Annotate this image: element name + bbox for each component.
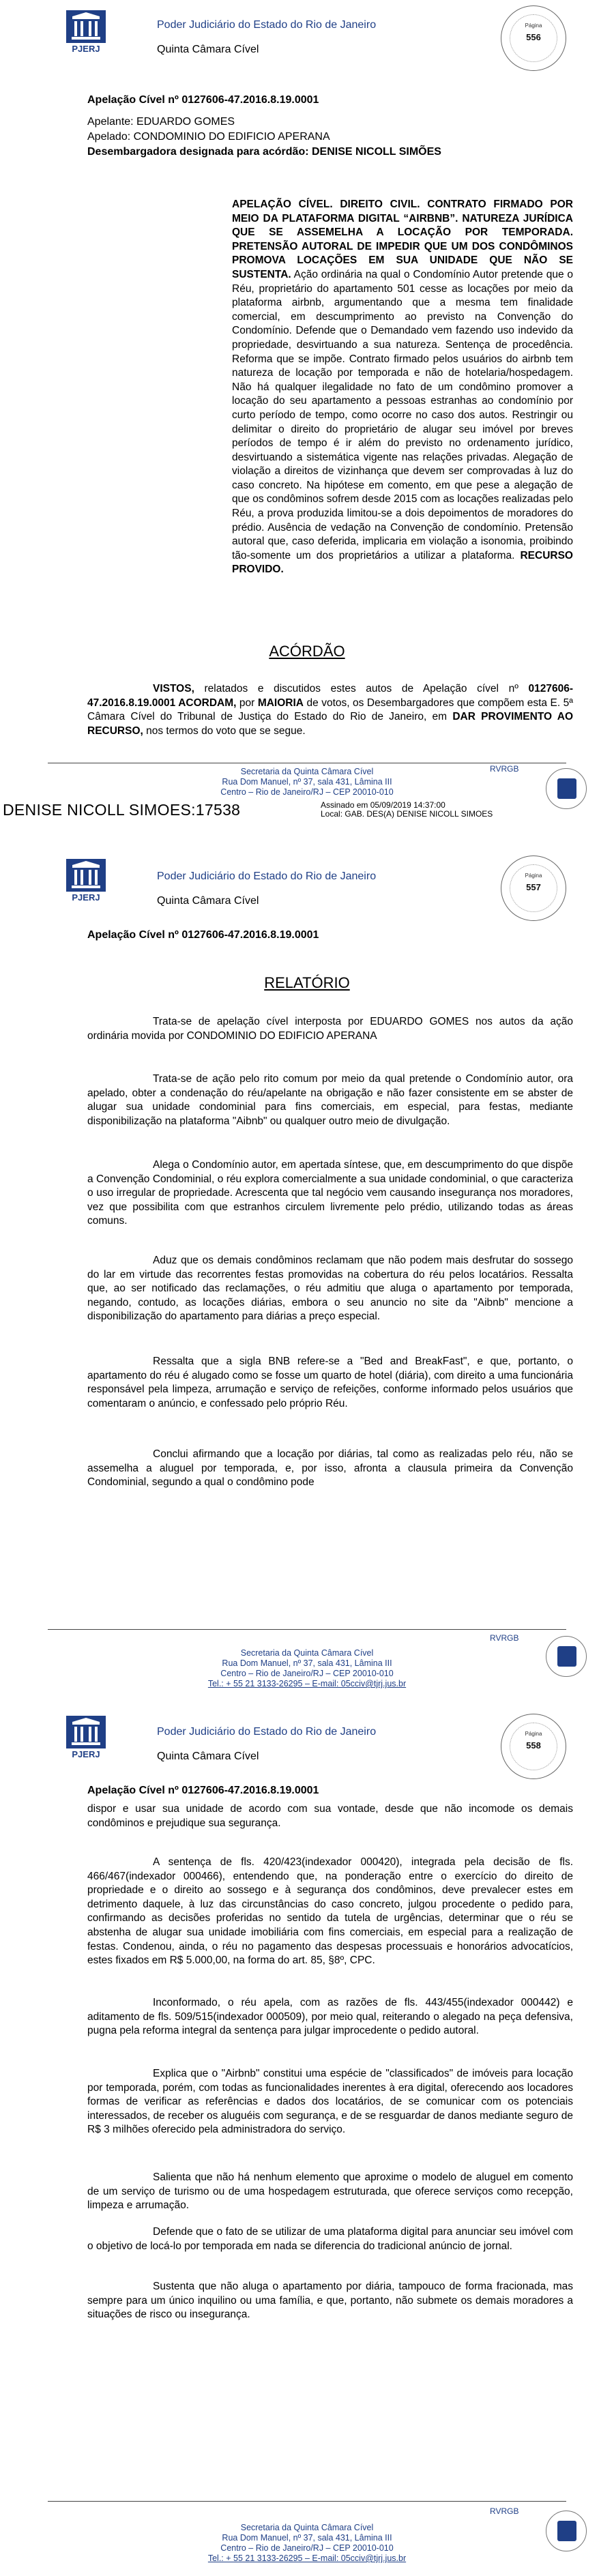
report-paragraph: Explica que o "Airbnb" constitui uma espécie de "classificados" de imóveis para locação por temporada, porém, com todas as funcionalidades inerentes à era digital, oferecendo aos locadores formas de verificar as referências e dados dos locatários, de se comunicar com os potenciais interessados, de receber os aluguéis com segurança, e de se resguardar de danos mediante seguro de R$ 3 milhões oferecido pela administradora do serviço. — [87, 2068, 573, 2136]
signature-details: Assinado em 05/09/2019 14:37:00 Local: GAB. DES(A) DENISE NICOLL SIMOES — [321, 800, 493, 819]
ementa-text: Ação ordinária na qual o Condomínio Autor pretende que o Réu, proprietário do apartamento 501 cesse as locações por meio da plataforma airbnb, argumentando que a mesma tem finalidade comercial, em descumprimento ao previsto na Convenção do Condomínio. Defende que o Demandado vem fazendo uso indevido da propriedade, desvirtuando a sua natureza. Sentença de procedência. Reforma que se impõe. Contrato firmado pelos usuários do airbnb tem natureza de locação por temporada e não de hotelaria/hospedagem. Não há qualquer ilegalidade no fato de um condômino promover a locação do seu apartamento a pessoas estranhas ao condomínio por curto período de tempo, como ocorre no caso dos autos. Restringir ou delimitar o direito do proprietário de alugar seu imóvel por breves períodos de tempo é ir além do previsto no ordenamento jurídico, desvirtuando a sistemática vigente nas relações privadas. Alegação de violação a direitos de vizinhança que devem ser comprovadas à luz do caso concreto. Na hipótese em comento, em que pese a alegação de que os condôminos sofrem desde 2015 com as locações realizadas pelo Réu, a prova produzida limitou-se a dois depoimentos de moradores do prédio. Ausência de vedação na Convenção de condomínio. Pretensão autoral que, caso deferida, implicaria em violação a isonomia, proibindo tão-somente um dos proprietários a utilizar a plataforma. — [232, 268, 573, 561]
page-number: 557 — [526, 882, 541, 892]
case-number: Apelação Cível nº 0127606-47.2016.8.19.0001 — [87, 929, 319, 941]
court-name: Poder Judiciário do Estado do Rio de Janeiro — [157, 870, 377, 882]
reviewer-code: RVRGB — [490, 764, 519, 774]
pjerj-logo — [65, 1715, 106, 1760]
report-paragraph: Trata-se de apelação cível interposta por EDUARDO GOMES nos autos da ação ordinária movida por CONDOMINIO DO EDIFICIO APERANA — [87, 1016, 573, 1042]
svg-text:PJERJ: PJERJ — [72, 892, 100, 903]
chamber-name: Quinta Câmara Cível — [157, 44, 259, 55]
report-continuation: dispor e usar sua unidade de acordo com sua vontade, desde que não incomode os demais condôminos e prejudique sua segurança. — [87, 1803, 573, 1829]
page-stamp — [501, 1714, 566, 1779]
pjerj-logo — [65, 10, 106, 55]
acordao-title: ACÓRDÃO — [269, 643, 345, 660]
reviewer-code: RVRGB — [490, 1633, 519, 1643]
report-paragraph: A sentença de fls. 420/423(indexador 000420), integrada pela decisão de fls. 466/467(indexador 000466), entendendo que, na ponderação entre o exercício do direito de propriedade e o direito ao sossego e à segurança dos condôminos, deve prevalecer estes em detrimento daquele, à luz das circunstâncias do caso concreto, julgou procedente o pedido para, confirmando as decisões proferidas no sentido da tutela de urgências, determinar que o réu se abstenha de alugar sua unidade imobiliária com fins comerciais, em especial para a realização de festas. Condenou, ainda, o réu no pagamento das despesas processuais e honorários advocatícios, estes fixados em R$ 5.000,00, na forma do art. 85, §8º, CPC. — [87, 1856, 573, 1967]
report-paragraph: Sustenta que não aluga o apartamento por diária, tampouco de forma fracionada, mas sempre para um único inquilino ou uma família, e que, portanto, não submete os demais moradores a situações de risco ou insegurança. — [87, 2281, 573, 2321]
pjerj-emblem-icon — [65, 858, 106, 903]
pjerj-emblem-icon — [65, 1715, 106, 1760]
acordao-paragraph: VISTOS, relatados e discutidos estes autos de Apelação cível nº 0127606-47.2016.8.19.0001 ACORDAM, por MAIORIA de votos, os Desembargadores que compõem esta E. 5ª Câmara Cível do Tribunal de Justiça do Estado do Rio de Janeiro, em DAR PROVIMENTO AO RECURSO, nos termos do voto que se segue. — [87, 683, 574, 737]
reviewer-code: RVRGB — [490, 2506, 519, 2516]
page-number: 558 — [526, 1740, 541, 1751]
report-paragraph: Trata-se de ação pelo rito comum por meio da qual pretende o Condomínio autor, ora apelado, obter a condenação do réu/apelante na obrigação e não fazer consistente em se abster de alugar sua unidade condominial para fins comerciais, em especial, para festas, mediante disponibilização na plataforma "Aibnb" ou qualquer outro meio de divulgação. — [87, 1073, 573, 1127]
stamp-label: Página — [525, 23, 542, 29]
report-paragraph: Salienta que não há nenhum elemento que aproxime o modelo de aluguel em comento de um serviço de turismo ou de uma hospedagem estruturada, que oferece serviços como recepção, limpeza e arrumação. — [87, 2171, 573, 2212]
document-page-1 — [0, 0, 614, 853]
appellant: Apelante: EDUARDO GOMES — [87, 116, 235, 128]
signer-name: DENISE NICOLL SIMOES:17538 — [3, 801, 241, 819]
ementa — [232, 198, 573, 577]
report-paragraph: Defende que o fato de se utilizar de uma plataforma digital para anunciar seu imóvel com o objetivo de locá-lo por temporada em nada se diferencia do tradicional anúncio de jornal. — [87, 2226, 573, 2252]
footer-divider — [48, 2501, 566, 2502]
report-paragraph: Conclui afirmando que a locação por diárias, tal como as realizadas pelo réu, não se assemelha a aluguel por temporada, e, por isso, afronta a clausula primeira da Convenção Condominial, segundo a qual o condômino pode — [87, 1448, 573, 1489]
ementa-result: RECURSO PROVIDO. — [232, 549, 573, 576]
pjerj-emblem-icon — [65, 10, 106, 55]
page-footer: Secretaria da Quinta Câmara Cível Rua Dom Manuel, nº 37, sala 431, Lâmina III Centro – Rio de Janeiro/RJ – CEP 20010-010 Tel.: + 55 21 3133-26295 – E-mail: 05cciv@tjrj.jus.br — [207, 2523, 407, 2563]
page-stamp — [501, 855, 566, 921]
digital-signature — [0, 800, 614, 820]
page-footer: Secretaria da Quinta Câmara Cível Rua Dom Manuel, nº 37, sala 431, Lâmina III Centro – Rio de Janeiro/RJ – CEP 20010-010 — [220, 767, 394, 797]
stamp-label: Página — [525, 1731, 542, 1737]
court-name: Poder Judiciário do Estado do Rio de Janeiro — [157, 19, 377, 31]
ementa-heading: APELAÇÃO CÍVEL. DIREITO CIVIL. CONTRATO FIRMADO POR MEIO DA PLATAFORMA DIGITAL “AIRBNB”. NATUREZA JURÍDICA QUE SE ASSEMELHA A LOCAÇÃO POR TEMPORADA. PRETENSÃO AUTORAL DE IMPEDIR QUE UM DOS CONDÔMINOS PROMOVA LOCAÇÕES EM SUA UNIDADE QUE NÃO SE SUSTENTA. — [232, 199, 573, 280]
stamp-label: Página — [525, 873, 542, 879]
appellee: Apelado: CONDOMINIO DO EDIFICIO APERANA — [87, 131, 330, 143]
chamber-name: Quinta Câmara Cível — [157, 1751, 259, 1762]
page-number: 556 — [526, 32, 541, 42]
page-stamp — [501, 5, 566, 71]
report-paragraph: Aduz que os demais condôminos reclamam que não podem mais desfrutar do sossego do lar em virtude das recorrentes festas promovidas na cobertura do réu pelos locatários. Ressalta que, ao ser notificado das reclamações, o réu admitiu que aluga o apartamento por temporada, negando, contudo, as locações diárias, embora o seu anuncio no site da "Aibnb" mencione a disponibilização do apartamento para diárias a preço especial. — [87, 1255, 573, 1323]
footer-divider — [48, 1629, 566, 1630]
footer-seal-icon — [546, 1636, 587, 1677]
relatorio-title: RELATÓRIO — [264, 974, 350, 991]
case-number: Apelação Cível nº 0127606-47.2016.8.19.0001 — [87, 94, 319, 106]
page-footer: Secretaria da Quinta Câmara Cível Rua Dom Manuel, nº 37, sala 431, Lâmina III Centro – Rio de Janeiro/RJ – CEP 20010-010 Tel.: + 55 21 3133-26295 – E-mail: 05cciv@tjrj.jus.br — [207, 1648, 407, 1688]
chamber-name: Quinta Câmara Cível — [157, 895, 259, 907]
document-page-3 — [0, 1712, 614, 2576]
case-number: Apelação Cível nº 0127606-47.2016.8.19.0001 — [87, 1785, 319, 1796]
report-paragraph: Inconformado, o réu apela, com as razões de fls. 443/455(indexador 000442) e aditamento de fls. 509/515(indexador 000509), por meio qual, reiterando o alegado na peça defensiva, pugna pela reforma integral da sentença para julgar improcedente o pedido autoral. — [87, 1997, 573, 2037]
footer-seal-icon — [546, 2511, 587, 2551]
svg-text:PJERJ: PJERJ — [72, 44, 100, 54]
report-paragraph: Alega o Condomínio autor, em apertada síntese, que, em descumprimento do que dispõe a Convenção Condominial, o réu explora comercialmente a sua unidade condominial, o que caracteriza o uso irregular de propriedade. Acrescenta que tal negócio vem causando insegurança nos moradores, vez que possibilita com que estranhos circulem livremente pelo prédio, utilizando todas as áreas comuns. — [87, 1159, 573, 1227]
document-page-2 — [0, 853, 614, 1712]
svg-text:PJERJ: PJERJ — [72, 1749, 100, 1759]
designated-judge: Desembargadora designada para acórdão: DENISE NICOLL SIMÕES — [87, 146, 441, 158]
report-paragraph: Ressalta que a sigla BNB refere-se a "Bed and BreakFast", e que, portanto, o apartamento do réu é alugado como se fosse um quarto de hotel (diária), com direito a uma funcionária responsável pela limpeza, arrumação e serviço de refeições, conforme informado pelos usuários que comentaram o anúncio, e confessado pelo próprio Réu. — [87, 1356, 573, 1409]
court-name: Poder Judiciário do Estado do Rio de Janeiro — [157, 1726, 377, 1738]
pjerj-logo — [65, 858, 106, 903]
